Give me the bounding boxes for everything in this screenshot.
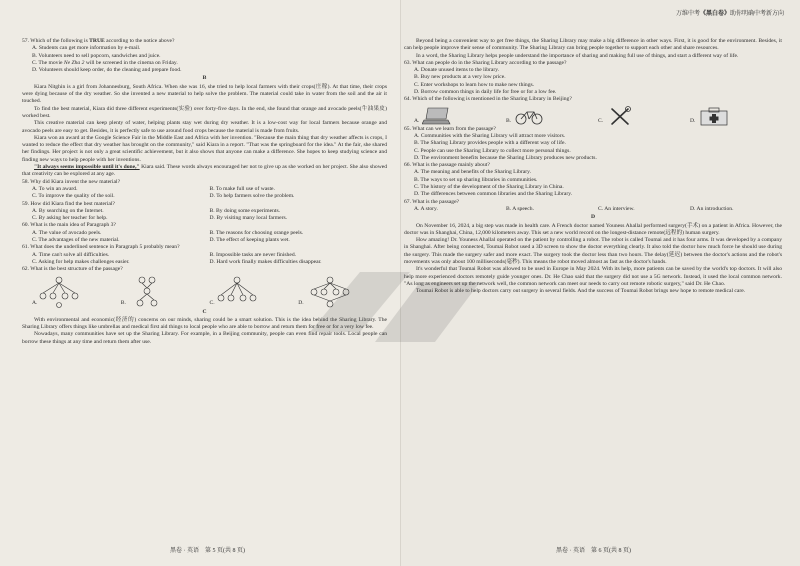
passage-b-p5: "It always seems impossible until it's done," Kiara said. These words always encouraged her not to give up as she worked on her project. She also showed that creativity can be explored at any age. (22, 164, 388, 178)
passage-d-p4: Toumai Robot is able to help doctors carry out surgery in several fields. And the success of Toumai Robot brings new hope to remote medical care. (416, 288, 746, 295)
q67-option-b: B. A speech. (506, 205, 534, 212)
passage-b-p4: Kiara won an award at the Google Science Fair in the Middle East and Africa with her invention. "Because the main thing that dry weather affects is crops, I wanted to reduce the effect that dry weather has brought on the community," said Kiara in a report. "That was the springboard for the idea." At the fair, she shared her findings. Her project is not only a great scientific achievement, but it also shows that anyone can make a difference. She hopes to keep studying science and finding new ways to help people with her inventions. (22, 134, 387, 163)
q65-option-c: C. People can use the Sharing Library to collect more personal things. (414, 147, 571, 154)
right-column (404, 38, 782, 296)
passage-c-p2: Nowadays, many communities have set up the Sharing Library. For example, in a Beijing community, people can even find repair tools. Local people can borrow these things at any time and return them after use. (22, 331, 387, 345)
passage-c-p3: Beyond being a convenient way to get free things, the Sharing Library may make a big difference in other ways. First, it is good for the environment. Besides, it can help people improve their sense of community. The Sharing Library can bring people together to support each other and share resources. (404, 38, 782, 52)
q58-option-a: A. To win an award. (32, 185, 78, 192)
q66-option-b: B. The ways to set up sharing libraries in communities. (414, 176, 538, 183)
q64-option-a: A. (414, 106, 506, 126)
header-right: 助你明确中考新方向 (729, 11, 784, 17)
passage-c-p1: With environmental and economic(经济的) concerns on our minds, sharing could be a smart solution. This is the idea behind the Sharing Library. The Sharing Library offers things like umbrellas and medical first aid things to local people who are able to borrow and return them for free or for a very low fee. (22, 316, 387, 331)
q65-option-b: B. The Sharing Library provides people with a different way of life. (414, 140, 566, 147)
q59-option-c: C. By asking her teacher for help. (32, 215, 108, 222)
q63-option-b: B. Buy new products at a very low price. (414, 74, 506, 81)
first-aid-kit-icon (698, 106, 732, 126)
footer-left: 黑卷 · 英语 第 5 页(共 8 页) (170, 548, 245, 554)
q64-picture-options (414, 104, 782, 126)
q62-stem: 62. What is the best structure of the passage? (22, 266, 123, 273)
running-header (676, 8, 784, 17)
q64-option-d: D. (690, 106, 782, 126)
structure-diagram-d (304, 276, 356, 308)
q59-option-b: B. By doing some experiments. (209, 207, 281, 214)
header-brand: 《黑白卷》 (699, 11, 730, 17)
q64-stem: 64. Which of the following is mentioned in the Sharing Library in Beijing? (404, 96, 572, 103)
q57-option-b: B. Volunteers need to sell popcorn, sandwiches and juice. (32, 52, 161, 59)
section-d-heading: D (590, 214, 596, 221)
q60-stem: 60. What is the main idea of Paragraph 3? (22, 222, 116, 229)
q60-option-a: A. The value of avocado peels. (32, 229, 102, 236)
q63-option-c: C. Enter workshops to learn how to make new things. (414, 81, 535, 88)
bicycle-icon (514, 106, 544, 126)
q59-option-d: D. By visiting many local farmers. (209, 215, 288, 222)
q62-option-b: B. (121, 276, 210, 308)
footer-right: 黑卷 · 英语 第 6 页(共 8 页) (556, 548, 631, 554)
q64-option-c: C. (598, 106, 690, 126)
q61-options-1 (32, 252, 387, 259)
q67-option-a: A. A story. (414, 205, 438, 212)
q66-option-c: C. The history of the development of the Sharing Library in China. (414, 184, 564, 191)
q64-option-b: B. (506, 106, 598, 126)
q67-options (414, 206, 782, 213)
passage-b-p1: Kiara Nitghin is a girl from Johannesburg, South Africa. When she was 16, she tried to help local farmers with their crops(庄稼). At that time, their crops were dying because of the dry weather. So she invented a new material to help solve the problem. The material could take in water from the soil and the air it touched. (22, 83, 387, 105)
q62-structure-options (32, 274, 387, 308)
q65-option-a: A. Communities with the Sharing Library will attract more visitors. (414, 132, 566, 139)
q58-option-c: C. To improve the quality of the soil. (32, 193, 115, 200)
q59-stem: 59. How did Kiara find the best material? (22, 200, 115, 207)
repair-tools-icon (606, 106, 636, 126)
q65-stem: 65. What can we learn from the passage? (404, 125, 496, 132)
structure-diagram-b (126, 276, 170, 308)
q66-option-a: A. The meaning and benefits of the Sharing Library. (414, 169, 531, 176)
q62-option-c: C. (210, 276, 299, 308)
left-column (22, 38, 387, 346)
q62-option-d: D. (298, 276, 387, 308)
q63-stem: 63. What can people do in the Sharing Library according to the passage? (404, 59, 567, 66)
q67-option-d: D. An introduction. (690, 205, 734, 212)
q58-stem: 58. Why did Kiara invent the new material? (22, 178, 121, 185)
q58-options-2 (32, 193, 387, 200)
q59-option-a: A. By searching on the Internet. (32, 207, 104, 214)
q61-option-d: D. Hard work finally makes difficulties disappear. (209, 258, 322, 265)
q60-options-2 (32, 237, 387, 244)
q58-option-d: D. To help farmers solve the problem. (209, 193, 295, 200)
q57-stem: 57. Which of the following is TRUE according to the notice above? (22, 38, 175, 44)
q57-option-d: D. Volunteers should keep order, do the cleaning and prepare food. (32, 67, 182, 74)
passage-c-p4: In a word, the Sharing Library helps people understand the importance of sharing and making full use of things, and start a different way of life. (416, 52, 739, 59)
header-left: 万维中考 (675, 11, 700, 17)
q67-stem: 67. What is the passage? (404, 198, 460, 205)
q57-option-c: C. The movie Ne Zha 2 will be screened in the cinema on Friday. (32, 59, 178, 66)
q61-option-a: A. Time can't solve all difficulties. (32, 251, 110, 258)
structure-diagram-c (215, 276, 259, 308)
passage-d-p1: On November 16, 2024, a big step was made in health care. A French doctor named Youness Ahallal performed surgery(手术) on a patient in Africa. However, the doctor was in Shanghai, China, 12,000 kilometers away. This set a new world record on the longest-distance remote(远程的) human surgery. (404, 222, 782, 236)
passage-d-p3: It's wonderful that Toumai Robot was allowed to be used in Europe in May 2024. With its help, more patients can be saved by the world's top doctors. It will also help more experienced doctors remotely guide younger ones. Dr. He Chao said that the surgery did not use a 5G network. Instead, it used the local common network. "As long as engineers set up the network well, the common network can meet our needs to carry out remote robotic surgery," said Dr. He Chao. (404, 266, 782, 287)
q61-option-b: B. Impossible tasks are never finished. (209, 251, 297, 258)
q57-option-a: A. Students can get more information by e-mail. (32, 45, 141, 52)
q63-option-a: A. Donate unused items to the library. (414, 67, 500, 74)
q61-stem: 61. What does the underlined sentence in Paragraph 5 probably mean? (22, 244, 180, 251)
section-c-heading: C (202, 308, 207, 315)
q66-option-d: D. The differences between common libraries and the Sharing Library. (414, 191, 573, 198)
passage-d-p2: How amazing! Dr. Youness Ahallal operated on the patient by controlling a robot. The robot is called Toumai and it has four arms. It was developed by a company in Shanghai. After being connected, Toumai Robot used a 3D screen to show the doctor everything clearly. It also told the doctor how much force he should use during the surgery. This made the surgery safer and more exact. The surgery took the doctor less than two hours. The delay(延迟) between the doctor's actions and the robot's movements was only about 100 milliseconds(毫秒). This means the robot moved almost as fast as the doctor's hands. (404, 237, 782, 266)
q58-option-b: B. To make full use of waste. (209, 185, 275, 192)
q65-option-d: D. The environment benefits because the Sharing Library produces new products. (414, 154, 597, 161)
q60-option-d: D. The effect of keeping plants wet. (209, 237, 290, 244)
passage-b-p2: To find the best material, Kiara did three different experiments(实验) over forty-five days. In the end, she found that orange and avocado peels(牛油果皮) worked best. (22, 105, 387, 119)
q62-option-a: A. (32, 276, 121, 308)
structure-diagram-a (37, 276, 81, 308)
q60-option-c: C. The advantages of the new material. (32, 237, 120, 244)
section-b-heading: B (202, 75, 207, 82)
q60-option-b: B. The reasons for choosing orange peels. (209, 229, 304, 236)
q66-stem: 66. What is the passage mainly about? (404, 162, 490, 169)
laptop-icon (422, 106, 452, 126)
passage-b-p3: This creative material can keep plenty of water, helping plants stay wet during dry weather. It is a low-cost way for local farmers because orange and avocado peels are easy to get. Besides, it is perfectly safe to use around food crops because the material is made from fruits. (22, 120, 387, 134)
q63-option-d: D. Borrow common things in daily life for free or for a low fee. (414, 89, 557, 96)
q60-options-1 (32, 230, 387, 237)
q67-option-c: C. An interview. (598, 205, 635, 212)
q61-option-c: C. Asking for help makes challenges easier. (32, 258, 130, 265)
